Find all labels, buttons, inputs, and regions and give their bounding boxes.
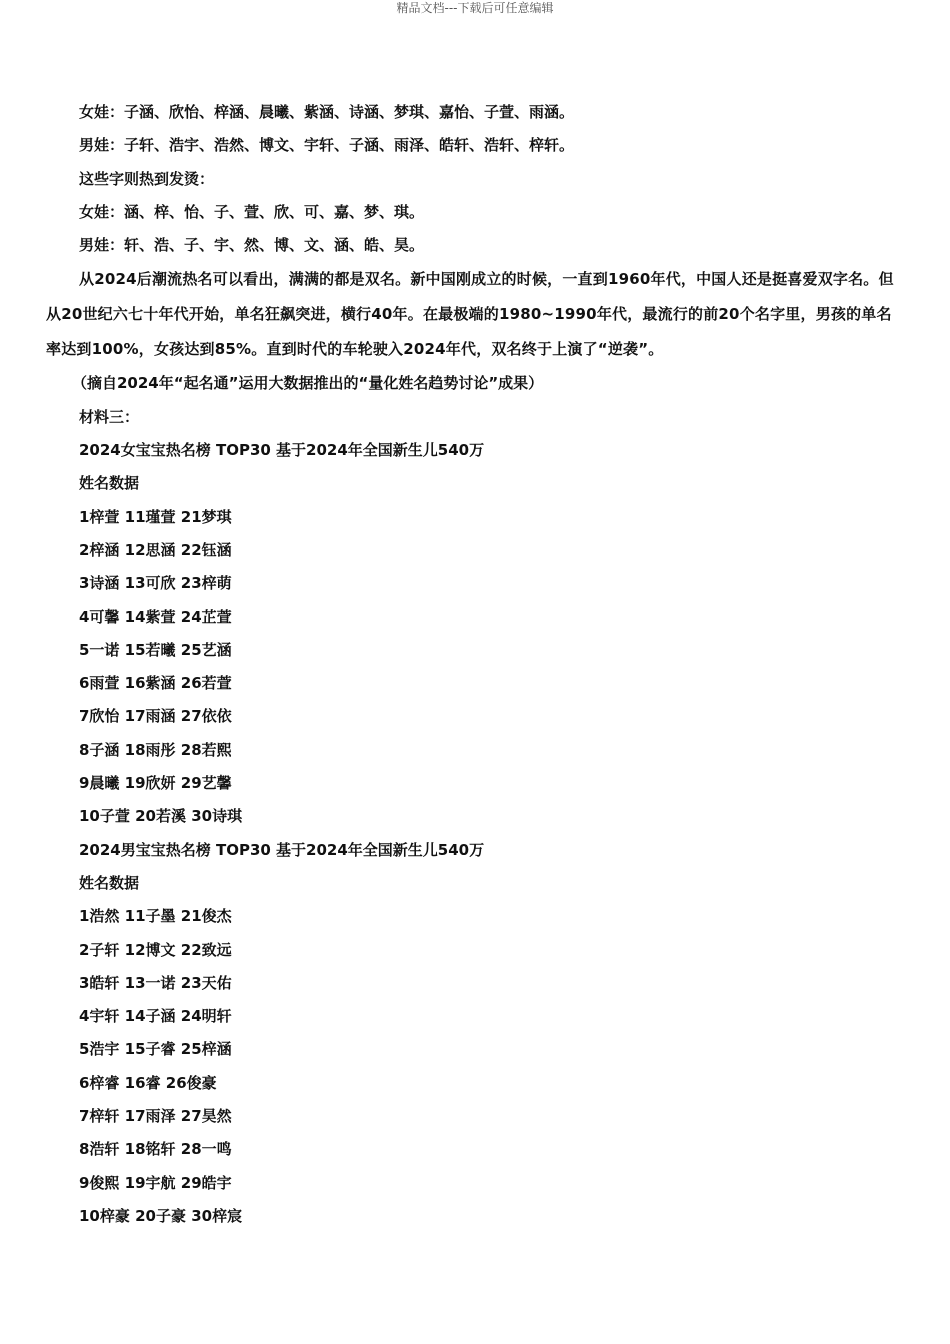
list-item: 7欣怡 17雨涵 27依依: [79, 707, 232, 726]
list-item: 8子涵 18雨彤 28若熙: [79, 740, 232, 759]
list-item: 7梓轩 17雨泽 27昊然: [79, 1107, 232, 1126]
material3-title: 材料三：: [79, 407, 140, 426]
girls-ranking-subheading: 姓名数据: [79, 474, 140, 493]
list-item: 9俊熙 19宇航 29皓宇: [79, 1173, 232, 1192]
list-item: 4宇轩 14子涵 24明轩: [79, 1007, 232, 1026]
girls-ranking-list: [46, 501, 902, 834]
trend-paragraph: 从2024后潮流热名可以看出，满满的都是双名。新中国刚成立的时候，一直到1960年代，中国人还是挺喜爱双字名。但从20世纪六七十年代开始，单名狂飙突进，横行40年。在最极端的1980~1990年代，最流行的前20个名字里，男孩的单名率达到100%，女孩达到85%。直到时代的车轮驶入2024年代，双名终于上演了“逆袭”。: [46, 270, 894, 359]
girls-popular-names: 女娃：子涵、欣怡、梓涵、晨曦、紫涵、诗涵、梦琪、嘉怡、子萱、雨涵。: [79, 103, 575, 121]
list-item: 4可馨 14紫萱 24芷萱: [79, 607, 232, 626]
list-item: 3皓轩 13一诺 23天佑: [79, 973, 232, 992]
list-item: 10梓豪 20子豪 30梓宸: [79, 1206, 243, 1225]
citation: （摘自2024年“起名通”运用大数据推出的“量化姓名趋势讨论”成果）: [72, 374, 544, 393]
boys-popular-names: 男娃：子轩、浩宇、浩然、博文、宇轩、子涵、雨泽、皓轩、浩轩、梓轩。: [79, 136, 575, 155]
list-item: 5一诺 15若曦 25艺涵: [79, 640, 232, 659]
document-body: [46, 96, 902, 1233]
girls-hot-chars: 女娃：涵、梓、怡、子、萱、欣、可、嘉、梦、琪。: [79, 202, 425, 221]
girls-ranking-heading: 2024女宝宝热名榜 TOP30 基于2024年全国新生儿540万: [79, 441, 485, 460]
list-item: 10子萱 20若溪 30诗琪: [79, 807, 243, 826]
list-item: 1浩然 11子墨 21俊杰: [79, 907, 232, 926]
page-header: 精品文档---下载后可任意编辑: [396, 1, 554, 15]
list-item: 2子轩 12博文 22致远: [79, 940, 232, 959]
hot-chars-title: 这些字则热到发烫：: [79, 169, 215, 188]
list-item: 6雨萱 16紫涵 26若萱: [79, 674, 232, 693]
boys-ranking-heading: 2024男宝宝热名榜 TOP30 基于2024年全国新生儿540万: [79, 840, 485, 859]
list-item: 9晨曦 19欣妍 29艺馨: [79, 774, 232, 793]
list-item: 5浩宇 15子睿 25梓涵: [79, 1040, 232, 1059]
boys-ranking-list: [46, 900, 902, 1233]
list-item: 2梓涵 12思涵 22钰涵: [79, 540, 232, 559]
boys-ranking-subheading: 姓名数据: [79, 873, 140, 892]
list-item: 3诗涵 13可欣 23梓萌: [79, 574, 232, 593]
list-item: 1梓萱 11瑾萱 21梦琪: [79, 507, 232, 526]
boys-hot-chars: 男娃：轩、浩、子、宇、然、博、文、涵、皓、昊。: [79, 236, 425, 255]
list-item: 8浩轩 18铭轩 28一鸣: [79, 1140, 232, 1159]
list-item: 6梓睿 16睿 26俊豪: [79, 1073, 217, 1092]
